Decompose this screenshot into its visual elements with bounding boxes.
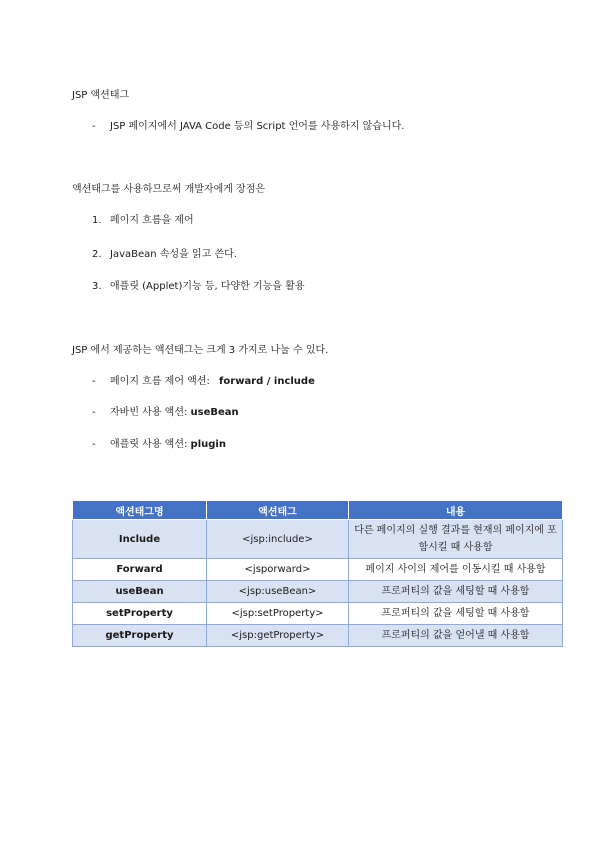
list-item-text: JavaBean 속성을 읽고 쓴다. [110,249,237,260]
action-tag-table [72,500,563,647]
column-header: 액션태그명 [73,501,207,520]
bullet-dash: - [92,121,96,132]
action-tag-name: getProperty [73,625,207,647]
bullet-dash: - [92,439,96,450]
action-tag-syntax: <jsporward> [207,559,349,581]
column-header: 액션태그 [207,501,349,520]
table-row [73,559,563,581]
action-tag-description: 프로퍼티의 값을 세팅할 때 사용함 [349,603,563,625]
bullet-dash: - [92,376,96,387]
list-number: 3. [92,281,102,292]
table-row [73,603,563,625]
action-tag-name: Include [73,520,207,559]
bullet-label: 애플릿 사용 액션: [110,439,188,450]
column-header: 내용 [349,501,563,520]
categories-intro: JSP 에서 제공하는 액션태그는 크게 3 가지로 나눌 수 있다. [72,345,329,356]
bullet-item [110,438,226,452]
action-tag-description: 페이지 사이의 제어를 이동시킬 때 사용함 [349,559,563,581]
list-number: 1. [92,215,102,226]
section-title-jsp-action-tag: JSP 액션태그 [72,90,130,101]
action-tag-name: Forward [73,559,207,581]
action-tag-description: 다른 페이지의 실행 결과를 현재의 페이지에 포함시킬 때 사용함 [349,520,563,559]
bullet-value: forward / include [219,376,315,387]
bullet-item [110,406,239,420]
action-tag-name: setProperty [73,603,207,625]
action-tag-syntax: <jsp:setProperty> [207,603,349,625]
list-number: 2. [92,249,102,260]
action-tag-syntax: <jsp:useBean> [207,581,349,603]
table-row [73,581,563,603]
bullet-label: 페이지 흐름 제어 액션: [110,376,210,387]
action-tag-syntax: <jsp:include> [207,520,349,559]
table-row [73,625,563,647]
bullet-value: useBean [190,407,239,418]
table-header-row [73,501,563,520]
list-item-text: 페이지 흐름을 제어 [110,215,194,226]
bullet-item [110,375,315,389]
advantages-intro: 액션태그를 사용하므로써 개발자에게 장점은 [72,184,266,195]
section1-bullet-text: JSP 페이지에서 JAVA Code 등의 Script 언어를 사용하지 않습니다. [110,121,405,132]
action-tag-name: useBean [73,581,207,603]
table-row [73,520,563,559]
action-tag-description: 프로퍼티의 값을 얻어낼 때 사용함 [349,625,563,647]
list-item-text: 애플릿 (Applet)기능 등, 다양한 기능을 활용 [110,281,305,292]
bullet-dash: - [92,407,96,418]
action-tag-syntax: <jsp:getProperty> [207,625,349,647]
bullet-value: plugin [190,439,226,450]
action-tag-description: 프로퍼티의 값을 세팅할 때 사용함 [349,581,563,603]
bullet-label: 자바빈 사용 액션: [110,407,188,418]
